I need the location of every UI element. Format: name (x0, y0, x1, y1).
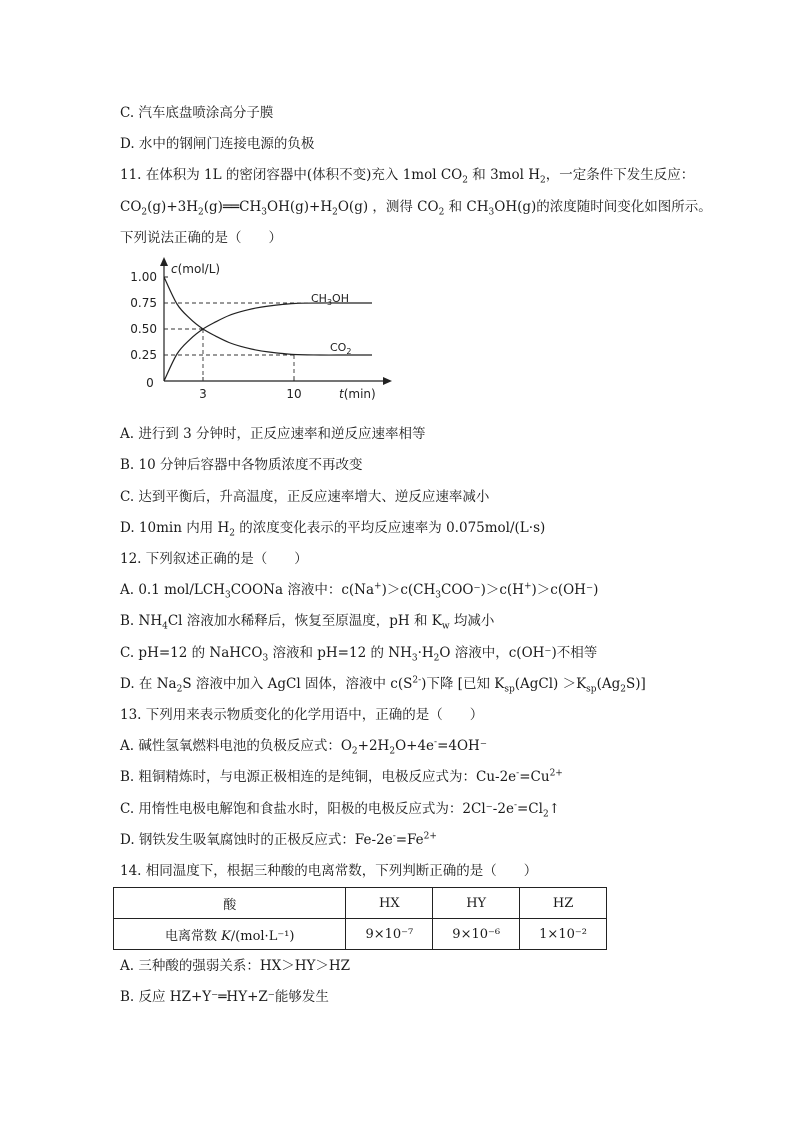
q13-option-c: C. 用惰性电极电解饱和食盐水时，阳极的电极反应式为：$2Cl^--2e^-=Cl_2↑$ (120, 800, 560, 820)
y-tick-label: 1.00 (130, 270, 157, 284)
q12-option-a: A. 0.1 mol/$LCH_3COONa$ 溶液中：$c(Na^+)>c(CH_3COO^-)>c(H^+)>c(OH^-)$ (120, 581, 599, 601)
q12-option-b: B. $NH_4Cl$ 溶液加水稀释后，恢复至原温度，pH 和 $K_w$ 均减小 (120, 613, 495, 632)
x-tick-label: 10 (286, 387, 302, 401)
table-header-cell: HZ (520, 888, 607, 919)
q11-option-c: C. 达到平衡后，升高温度，正反应速率增大、逆反应速率减小 (120, 489, 490, 505)
y-tick-label: 0.25 (130, 348, 157, 362)
y-axis-arrow (160, 257, 168, 266)
q11-option-d: D. 10min 内用 $H_2$ 的浓度变化表示的平均反应速率为 0.075mol/(L·s) (120, 520, 546, 539)
q11-prompt: 下列说法正确的是（ ） (120, 230, 282, 246)
series-label-CO2: $CO_2$ (330, 341, 352, 356)
table-row-label: 电离常数 K/(mol·L⁻¹) (114, 919, 346, 950)
q14-option-a: A. 三种酸的强弱关系：HX＞HY＞HZ (120, 958, 351, 974)
q12-stem: 12. 下列叙述正确的是（ ） (120, 551, 308, 567)
q12-option-c: C. pH=12 的 NaHCO$_3$ 溶液和 pH=12 的 $NH_3\cdot H_2O$ 溶液中，c(OH⁻)不相等 (120, 645, 598, 664)
table-header-cell: HX (346, 888, 433, 919)
q13-option-d: D. 钢铁发生吸氧腐蚀时的正极反应式：$Fe-2e^-=Fe^{2+}$ (120, 831, 437, 848)
table-header-cell: HY (433, 888, 520, 919)
concentration-time-chart (118, 255, 408, 405)
ionization-constant-table (113, 887, 607, 950)
q11-option-a: A. 进行到 3 分钟时，正反应速率和逆反应速率相等 (120, 426, 426, 442)
origin-label: 0 (146, 376, 154, 390)
q10-option-c: C. 汽车底盘喷涂高分子膜 (120, 105, 274, 121)
x-tick-label: 3 (199, 387, 207, 401)
table-cell: 9×10⁻⁶ (433, 919, 520, 950)
x-axis-arrow (383, 377, 392, 385)
y-tick-label: 0.50 (130, 322, 157, 336)
table-row (114, 919, 607, 950)
x-axis-label: t(min) (339, 387, 376, 401)
table-header-cell: 酸 (114, 888, 346, 919)
table-header-row (114, 888, 607, 919)
table-cell: 1×10⁻² (520, 919, 607, 950)
q14-option-b: B. 反应 HZ+Y⁻═HY+Z⁻能够发生 (120, 989, 329, 1005)
chart-axes (160, 257, 392, 385)
series-label-CH3OH: $CH_3OH$ (311, 292, 349, 307)
q12-option-d: D. 在 $Na_2S$ 溶液中加入 AgCl 固体，溶液中 $c(S^{2-})$下降 [已知 $K_{sp}(AgCl) >K_{sp}(Ag_2S)$] (120, 675, 646, 695)
q11-option-b: B. 10 分钟后容器中各物质浓度不再改变 (120, 457, 363, 473)
y-axis-label: c(mol/L) (171, 262, 221, 276)
q13-option-a: A. 碱性氢氧燃料电池的负极反应式：$O_2+2H_2O+4e^-=4OH^-$ (120, 737, 487, 757)
q11-stem: 11. 在体积为 1L 的密闭容器中(体积不变)充入 1mol $CO_2$ 和 3mol $H_2$，一定条件下发生反应： (120, 167, 695, 186)
q13-stem: 13. 下列用来表示物质变化的化学用语中，正确的是（ ） (120, 707, 484, 723)
q13-option-b: B. 粗铜精炼时，与电源正极相连的是纯铜，电极反应式为：$Cu-2e^-=Cu^{2+}$ (120, 768, 563, 785)
q14-stem: 14. 相同温度下，根据三种酸的电离常数，下列判断正确的是（ ） (120, 863, 538, 879)
y-tick-label: 0.75 (130, 296, 157, 310)
q11-reaction: $CO_2(g)+3H_2(g)══CH_3OH(g)+H_2O(g)$ ，测得 $CO_2$ 和 $CH_3OH(g)$的浓度随时间变化如图所示。 (120, 199, 712, 218)
table-cell: 9×10⁻⁷ (346, 919, 433, 950)
q10-option-d: D. 水中的钢闸门连接电源的负极 (120, 136, 315, 152)
